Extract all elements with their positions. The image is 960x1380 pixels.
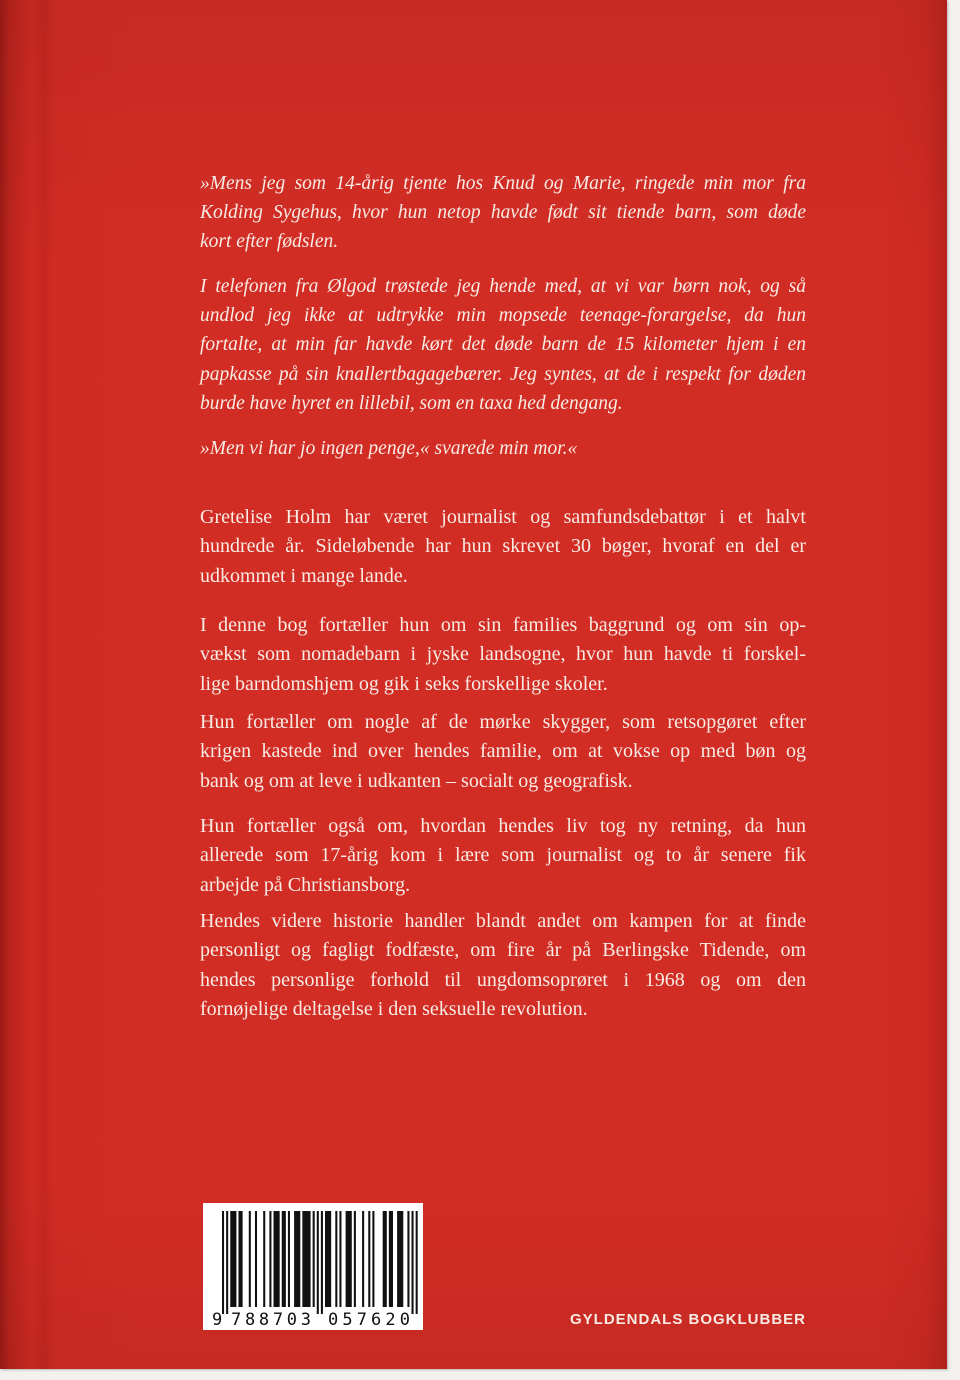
- description-paragraph: [200, 503, 806, 591]
- barcode-bar: [288, 1211, 290, 1307]
- quote-paragraph: [200, 169, 806, 257]
- quote-line: Kolding Sygehus, hvor hun netop havde født sit tiende barn, som døde: [200, 202, 806, 224]
- barcode-guard-bar: [226, 1211, 228, 1314]
- description-line: bank og om at leve i udkanten – socialt og geografisk.: [200, 769, 633, 792]
- description-line: Hun fortæller også om, hvordan hendes liv tog ny retning, da hun: [200, 815, 806, 837]
- description-line: I denne bog fortæller hun om sin families baggrund og om sin op-: [200, 614, 806, 636]
- barcode-bar: [230, 1211, 236, 1307]
- quote-line: kort efter fødslen.: [200, 231, 339, 253]
- barcode-bar: [269, 1211, 271, 1307]
- barcode-bar: [383, 1211, 387, 1307]
- description-paragraph: [200, 812, 806, 900]
- barcode-right-digits: 057620: [328, 1310, 410, 1330]
- barcode-bar: [238, 1211, 242, 1307]
- description-line: Hendes videre historie handler blandt andet om kampen for at finde: [200, 910, 806, 932]
- barcode-bars: [222, 1211, 418, 1314]
- barcode-bar: [302, 1211, 310, 1307]
- isbn-barcode: [203, 1203, 423, 1330]
- barcode-left-digits: 788703: [231, 1310, 311, 1330]
- barcode-guard-bar: [222, 1211, 224, 1314]
- barcode-bar: [389, 1211, 393, 1307]
- barcode-first-digit: 9: [212, 1310, 223, 1330]
- description-line: allerede som 17-årig kom i lære som journalist og to år senere fik: [200, 844, 806, 867]
- barcode-bar: [397, 1211, 403, 1307]
- barcode-bar: [339, 1211, 341, 1307]
- barcode-bar: [294, 1211, 300, 1307]
- barcode-bar: [313, 1211, 315, 1307]
- description-paragraph: [200, 611, 806, 699]
- description-line: vækst som nomadebarn i jyske landsogne, hvor hun havde ti forskel-: [200, 643, 806, 666]
- description-line: lige barndomshjem og gik i seks forskellige skoler.: [200, 672, 608, 695]
- description-line: hendes personlige forhold til ungdomsoprøret i 1968 og om den: [200, 968, 806, 991]
- barcode-bar: [407, 1211, 409, 1307]
- barcode-bar: [335, 1211, 337, 1307]
- description-line: arbejde på Christiansborg.: [200, 873, 411, 896]
- description-line: fornøjelige deltagelse i den seksuelle revolution.: [200, 997, 588, 1020]
- barcode-guard-bar: [412, 1211, 414, 1314]
- barcode-bar: [368, 1211, 370, 1307]
- quote-line: burde have hyret en lillebil, som en taxa hed dengang.: [200, 392, 623, 414]
- quote-line: »Mens jeg som 14-årig tjente hos Knud og Marie, ringede min mor fra: [200, 173, 806, 194]
- quote-line: papkasse på sin knallertbagagebærer. Jeg syntes, at de i respekt for døden: [200, 363, 806, 385]
- barcode-bar: [346, 1211, 352, 1307]
- barcode-graphic: [203, 1203, 423, 1330]
- barcode-bar: [362, 1211, 364, 1307]
- barcode-bar: [274, 1211, 280, 1307]
- barcode-bar: [249, 1211, 251, 1307]
- description-line: Hun fortæller om nogle af de mørke skygger, som retsopgøret efter: [200, 711, 806, 733]
- publisher-imprint: GYLDENDALS BOGKLUBBER: [570, 1311, 807, 1328]
- barcode-bar: [372, 1211, 374, 1307]
- description-line: Gretelise Holm har været journalist og samfundsdebattør i et halvt: [200, 506, 806, 528]
- quote-line: I telefonen fra Ølgod trøstede jeg hende med, at vi var børn nok, og så: [200, 276, 806, 297]
- description-line: hundrede år. Sideløbende har hun skrevet 30 bøger, hvoraf en del er: [200, 535, 806, 558]
- quote-line: fortalte, at min far havde kørt det døde barn de 15 kilometer hjem i en: [200, 334, 806, 356]
- barcode-guard-bar: [321, 1211, 323, 1314]
- barcode-bar: [255, 1211, 257, 1307]
- barcode-guard-bar: [416, 1211, 418, 1314]
- description-line: krigen kastede ind over hendes familie, om at vokse op med bøn og: [200, 740, 806, 763]
- barcode-bar: [282, 1211, 286, 1307]
- quote-paragraph: [200, 434, 806, 463]
- quote-paragraph: [200, 272, 806, 418]
- quote-line: undlod jeg ikke at udtrykke min mopsede teenage-forargelse, da hun: [200, 305, 806, 327]
- description-paragraph: [200, 708, 806, 796]
- description-line: udkommet i mange lande.: [200, 564, 408, 587]
- description-line: personligt og fagligt fodfæste, om fire år på Berlingske Tidende, om: [200, 939, 806, 962]
- description-paragraph: [200, 907, 806, 1024]
- barcode-bar: [354, 1211, 356, 1307]
- quote-line: »Men vi har jo ingen penge,« svarede min mor.«: [200, 438, 578, 459]
- barcode-bar: [325, 1211, 331, 1307]
- barcode-bar: [263, 1211, 265, 1307]
- barcode-guard-bar: [317, 1211, 319, 1314]
